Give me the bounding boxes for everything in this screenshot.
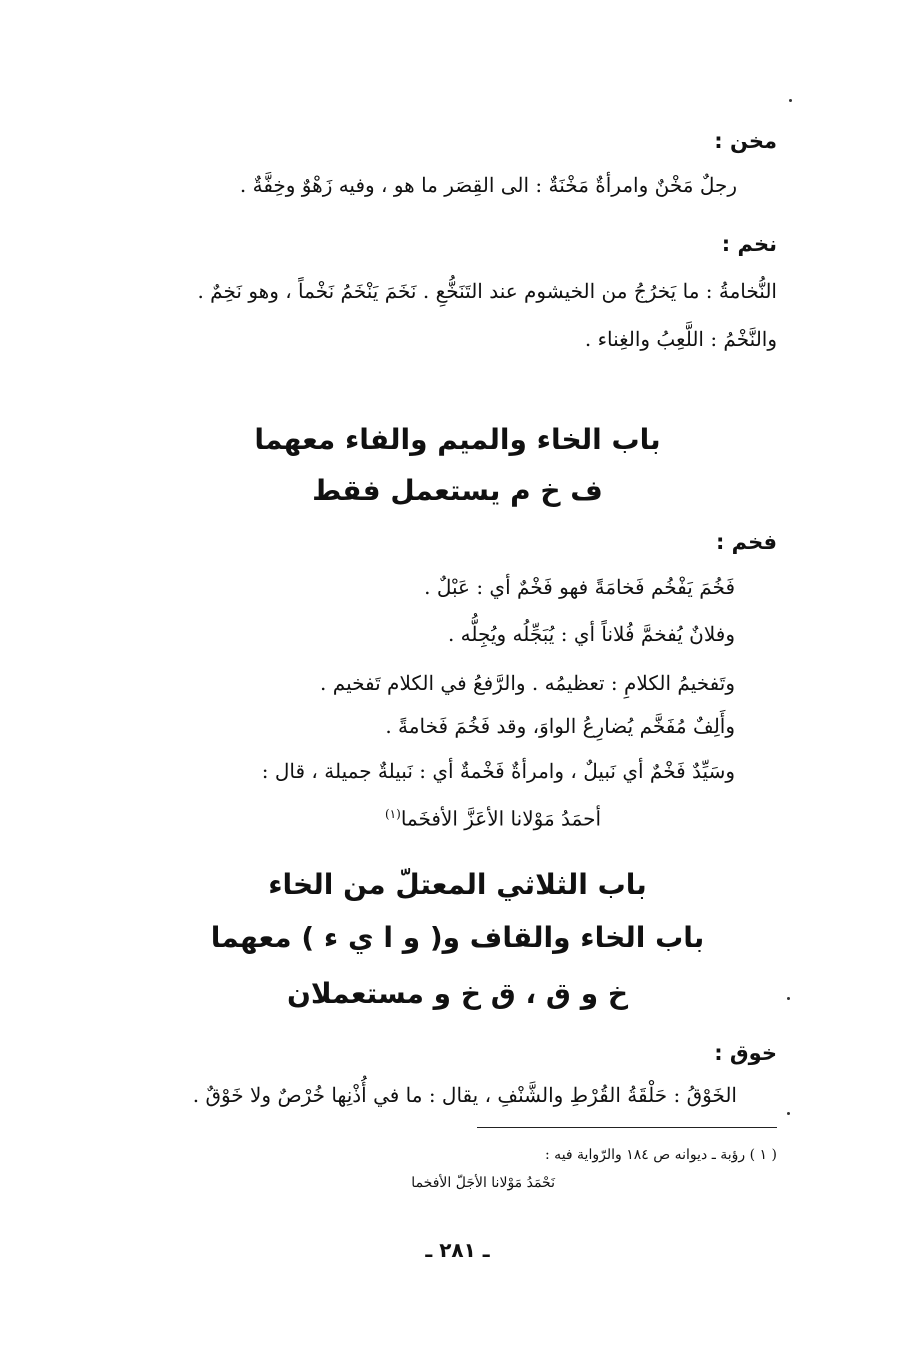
footnote-ref: (١) [384, 807, 401, 821]
verse-text: أحمَدُ مَوْلانا الأعَزَّ الأفخَما [400, 806, 601, 831]
chapter-heading-kha-mim-fa: باب الخاء والميم والفاء معهما [254, 423, 661, 456]
footnote-line-2: نَحْمَدُ مَوْلانا الأجَلّ الأفخما [411, 1175, 555, 1191]
footnote-line-1: ( ١ ) رؤبة ـ ديوانه ص ١٨٤ والرّواية فيه : [545, 1147, 777, 1163]
chapter-heading-thulathi: باب الثلاثي المعتلّ من الخاء [268, 868, 647, 901]
chapter-heading-kha-qaf: باب الخاء والقاف و( و ا ي ء ) معهما [210, 921, 705, 954]
scan-speck [787, 997, 790, 1000]
entry-fakhm-line-5: وسَيِّدٌ فَخْمٌ أي نَبيلٌ ، وامرأةٌ فَخْمةٌ أي : نَبيلةٌ جميلة ، قال : [261, 759, 735, 783]
entry-khawq-line-1: الخَوْقُ : حَلْقَةُ القُرْطِ والشَّنْفِ ، يقال : ما في أُذْنِها خُرْصٌ ولا خَوْقٌ . [192, 1083, 737, 1107]
chapter-subheading-fkhm: ف خ م يستعمل فقط [312, 474, 603, 507]
entry-fakhm-line-1: فَخُمَ يَفْخُم فَخامَةً فهو فَخْمٌ أي : عَبْلٌ . [424, 575, 735, 599]
headword-nakhm: نخم : [721, 232, 777, 256]
page-number: ـ ٢٨١ ـ [425, 1238, 490, 1262]
footnote-rule [477, 1127, 777, 1128]
entry-fakhm-line-2: وفلانٌ يُفخمَّ فُلاناً أي : يُبَجِّلُه ويُجِلُّه . [447, 622, 735, 646]
headword-fakhm: فخم : [715, 530, 777, 554]
scan-speck [787, 1112, 790, 1115]
entry-fakhm-line-3: وتَفخيمُ الكلامِ : تعظيمُه . والرَّفعُ في الكلام تَفخيم . [320, 671, 735, 695]
entry-nakhm-line-1: النُّخامةُ : ما يَخرُجُ من الخيشوم عند التَنَخُّعِ . نَخَمَ يَنْخَمُ نَخْماً ، وهو نَخِمٌ . [197, 279, 777, 303]
scan-speck [789, 99, 792, 102]
entry-fakhm-line-4: وأَلِفٌ مُفَخَّم يُضارِعُ الواوَ، وقد فَخُمَ فَخامةً . [385, 714, 735, 738]
entry-makhn-line-1: رجلٌ مَخْنٌ وامرأةٌ مَخْنَةٌ : الى القِصَر ما هو ، وفيه زَهْوٌ وخِفَّةٌ . [239, 173, 737, 197]
headword-makhn: مخن : [714, 129, 777, 153]
headword-khawq: خوق : [714, 1041, 777, 1065]
chapter-subheading-khwq: خ و ق ، ق خ و مستعملان [286, 977, 629, 1010]
verse-line [385, 800, 601, 833]
entry-nakhm-line-2: والنَّخْمُ : اللَّعِبُ والغِناء . [584, 327, 777, 351]
